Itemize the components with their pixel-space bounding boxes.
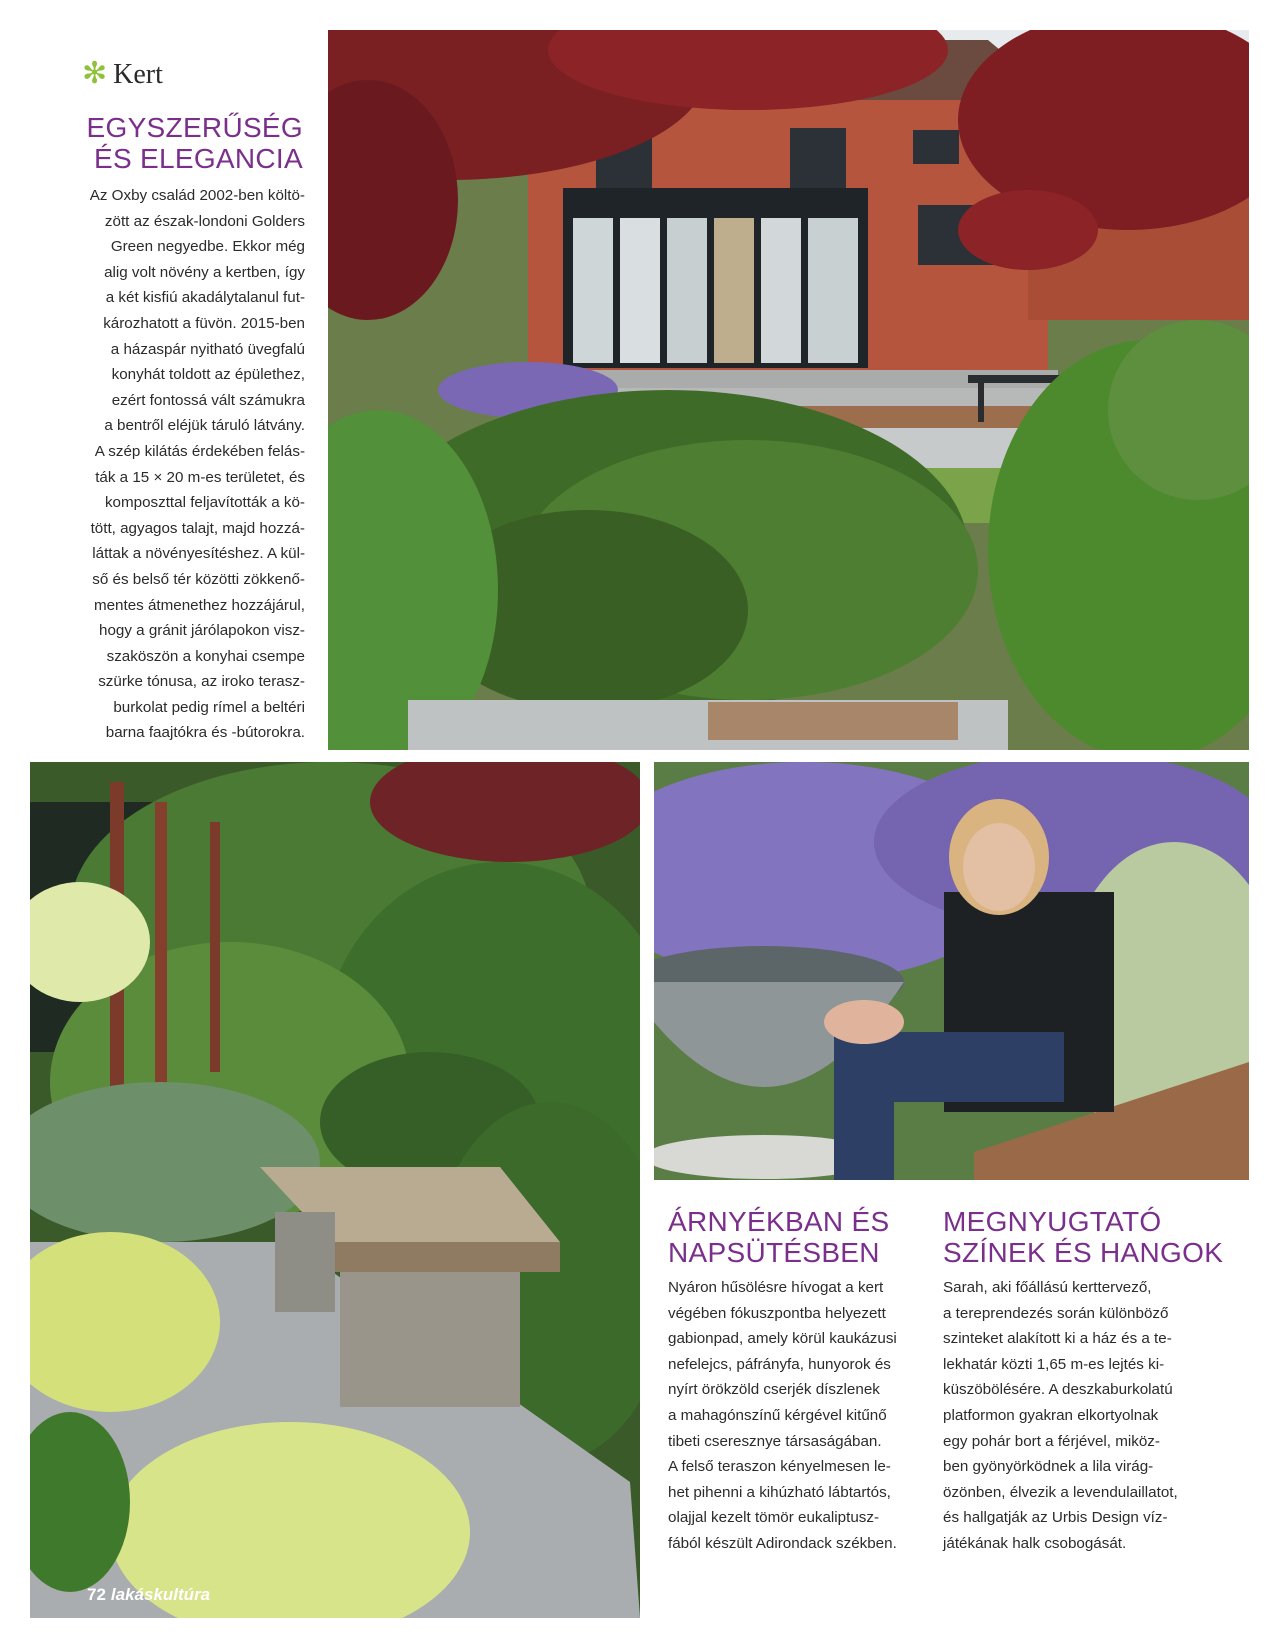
shade-line: olajjal kezelt tömör eukaliptusz- xyxy=(668,1509,880,1527)
intro-line: mentes átmenethez hozzájárul, xyxy=(93,596,305,614)
intro-line: láttak a növényesítéshez. A kül- xyxy=(92,545,305,563)
calm-line: a tereprendezés során különböző xyxy=(943,1304,1169,1322)
intro-line: a házaspár nyitható üvegfalú xyxy=(110,340,305,358)
intro-line: szaköszön a konyhai csempe xyxy=(106,647,305,665)
intro-line: Az Oxby család 2002-ben költö- xyxy=(89,187,305,204)
intro-line: kározhatott a füvön. 2015-ben xyxy=(103,314,305,332)
intro-line: a két kisfiú akadálytalanul fut- xyxy=(105,289,305,307)
intro-line: alig volt növény a kertben, így xyxy=(104,263,305,281)
intro-line: A szép kilátás érdekében felás- xyxy=(94,442,305,460)
shade-line: végében fókuszpontba helyezett xyxy=(668,1304,886,1322)
intro-line: komposzttal feljavították a kö- xyxy=(104,494,305,512)
intro-line: konyhát toldott az épülethez, xyxy=(111,366,305,384)
main-headline-line: ÉS ELEGANCIA xyxy=(93,143,303,174)
shade-line: a mahagónszínű kérgével kitűnő xyxy=(668,1406,887,1424)
main-headline xyxy=(87,112,303,174)
shade-section-headline xyxy=(668,1206,889,1268)
calm-line: szinteket alakított ki a ház és a te- xyxy=(943,1330,1172,1348)
shade-headline-line: NAPSÜTÉSBEN xyxy=(668,1237,880,1268)
shade-line: gabionpad, amely körül kaukázusi xyxy=(668,1330,897,1348)
intro-line: burkolat pedig rímel a beltéri xyxy=(113,698,305,716)
intro-line: barna faajtókra és -bútorokra. xyxy=(105,724,305,742)
page-number: 72 xyxy=(87,1585,106,1604)
intro-line: a bentről eléjük táruló látvány. xyxy=(104,417,305,435)
calm-headline-line: SZÍNEK ÉS HANGOK xyxy=(943,1237,1224,1268)
house-garden-photo xyxy=(328,30,1249,750)
shade-line: nyírt örökzöld cserjék díszlenek xyxy=(668,1381,880,1399)
flower-icon: ✻ xyxy=(82,57,108,90)
intro-line: tött, agyagos talajt, majd hozzá- xyxy=(90,519,305,537)
shade-line: het pihenni a kihúzható lábtartós, xyxy=(668,1483,891,1501)
calm-line: küszöbölésére. A deszkaburkolatú xyxy=(943,1381,1173,1399)
calm-section-headline xyxy=(943,1206,1223,1268)
intro-line: hogy a gránit járólapokon visz- xyxy=(99,622,305,640)
calm-line: platformon gyakran elkortyolnak xyxy=(943,1406,1159,1424)
intro-line: Green negyedbe. Ekkor még xyxy=(110,238,305,256)
intro-line: ső és belső tér közötti zökkenő- xyxy=(92,570,305,588)
calm-line: Sarah, aki főállású kerttervező, xyxy=(943,1279,1152,1296)
intro-line: zött az észak-londoni Golders xyxy=(104,212,305,230)
calm-line: játékának halk csobogását. xyxy=(943,1534,1127,1552)
shade-line: tibeti cseresznye társaságában. xyxy=(668,1432,882,1450)
intro-line: ezért fontossá vált számukra xyxy=(111,391,305,409)
shade-headline-line: ÁRNYÉKBAN ÉS xyxy=(668,1206,890,1237)
magazine-name: lakáskultúra xyxy=(110,1585,211,1604)
calm-headline-line: MEGNYUGTATÓ xyxy=(943,1206,1162,1237)
calm-line: ben gyönyörködnek a lila virág- xyxy=(943,1458,1154,1476)
section-label-text: Kert xyxy=(113,59,163,90)
calm-line: és hallgatják az Urbis Design víz- xyxy=(943,1509,1168,1527)
intro-text xyxy=(86,183,305,746)
calm-line: özönben, élvezik a levendulaillatot, xyxy=(943,1483,1178,1501)
shade-line: fából készült Adirondack székben. xyxy=(668,1534,897,1552)
gabion-bench-photo xyxy=(30,762,640,1618)
page-footer xyxy=(87,1585,210,1605)
calm-line: lekhatár közti 1,65 m-es lejtés ki- xyxy=(943,1355,1165,1373)
section-label xyxy=(82,56,163,91)
intro-line: ták a 15 × 20 m-es területet, és xyxy=(95,468,305,486)
intro-line: szürke tónusa, az iroko terasz- xyxy=(98,673,305,691)
calm-section-text xyxy=(943,1275,1203,1557)
shade-section-text xyxy=(668,1275,918,1557)
shade-line: Nyáron hűsölésre hívogat a kert xyxy=(668,1279,884,1296)
shade-line: nefelejcs, páfrányfa, hunyorok és xyxy=(668,1355,891,1373)
shade-line: A felső teraszon kényelmesen le- xyxy=(668,1458,891,1476)
designer-portrait-photo xyxy=(654,762,1249,1180)
calm-line: egy pohár bort a férjével, miköz- xyxy=(943,1432,1160,1450)
main-headline-line: EGYSZERŰSÉG xyxy=(86,112,303,143)
